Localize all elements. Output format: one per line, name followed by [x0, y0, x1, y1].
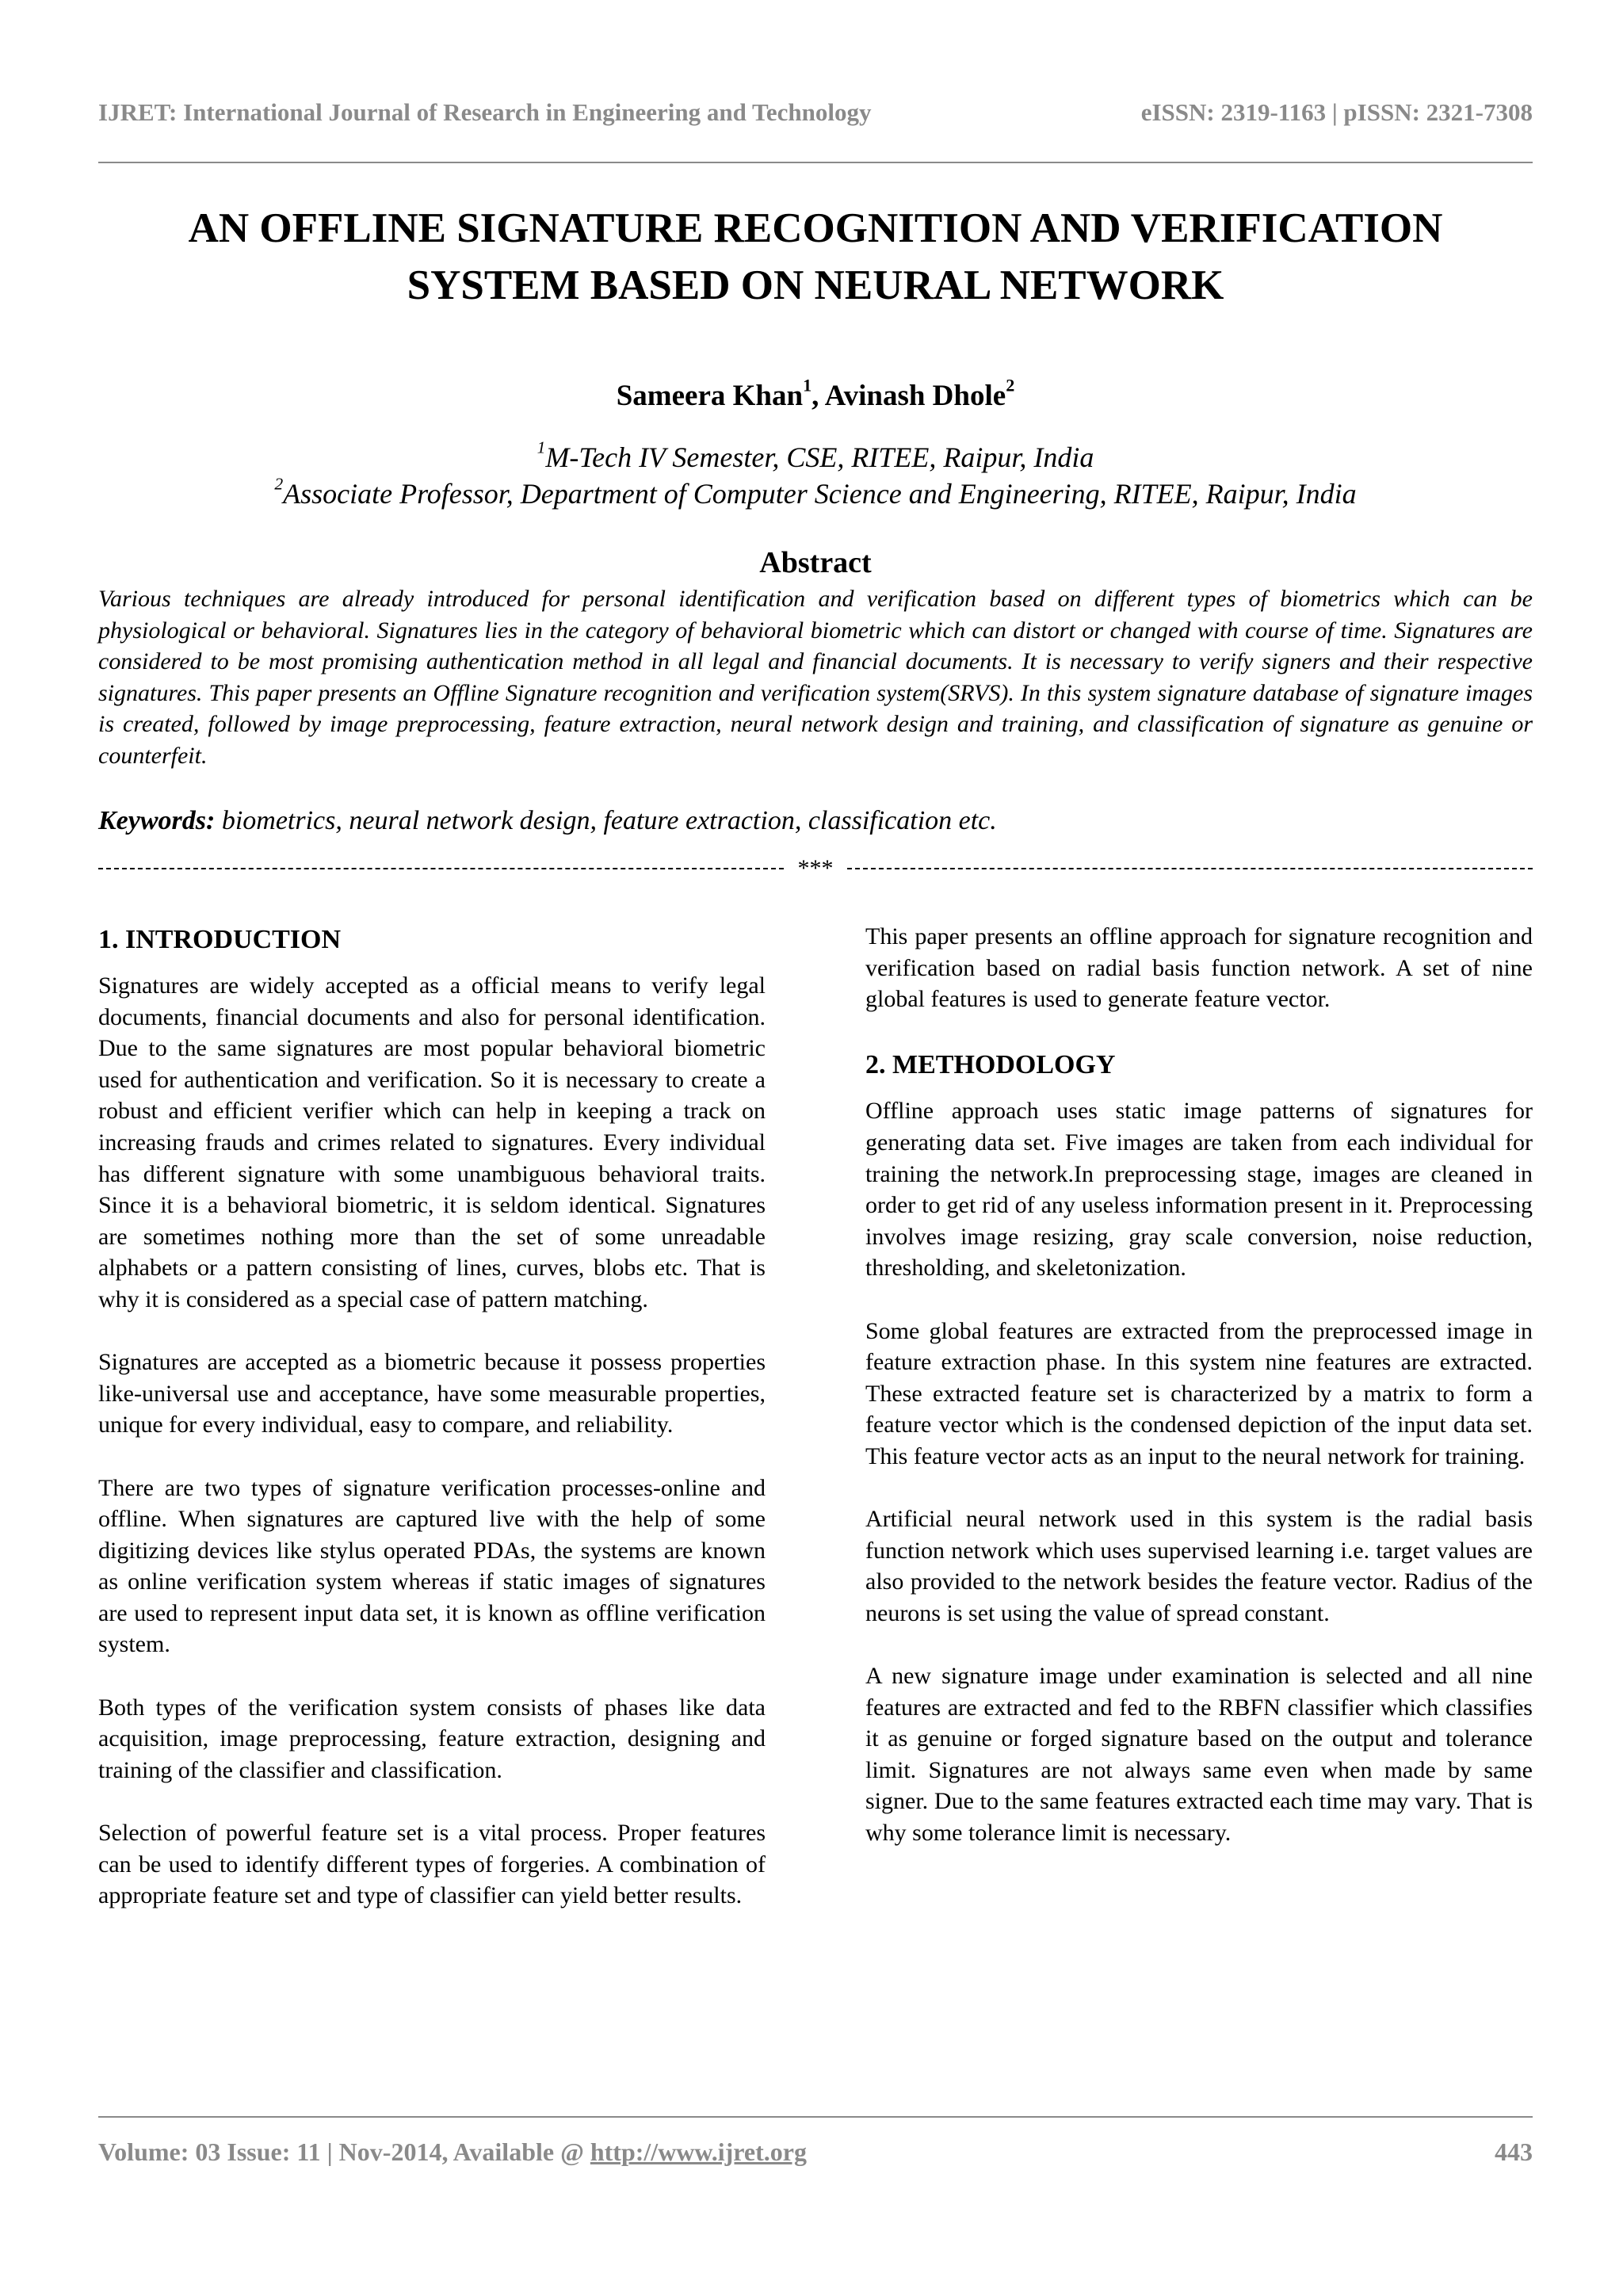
paragraph: There are two types of signature verification processes-online and offline. When signatures are captured live with the help of some digitizing devices like stylus operated PDAs, the systems are known as online verification system whereas if static images of signatures are used to represent input data set, it is known as offline verification system.	[98, 1474, 766, 1658]
footer-volume-info	[98, 2135, 807, 2168]
paragraph: Signatures are widely accepted as a official means to verify legal documents, financial documents and also for personal identification. Due to the same signatures are most popular behavioral biometric used for authentication and verification. So it is necessary to create a robust and efficient verifier which can help in keeping a track on increasing frauds and crimes related to signatures. Every individual has different signature with some unambiguous behavioral traits. Since it is a behavioral biometric, it is seldom identical. Signatures are sometimes nothing more than the set of some unreadable alphabets or a pattern consisting of lines, curves, blobs etc. That is why it is considered as a special case of pattern matching.	[98, 972, 766, 1312]
separator-stars: ***	[797, 855, 834, 881]
paragraph: Both types of the verification system consists of phases like data acquisition, image preprocessing, feature extraction, designing and training of the classifier and classification.	[98, 1694, 766, 1783]
abstract-text: Various techniques are already introduced for personal identification and verification based on different types of biometrics which can be physiological or behavioral. Signatures lies in the category of behavioral biometric which can distort or changed with course of time. Signatures are considered to be most promising authentication method in all legal and financial documents. It is necessary to verify signers and their respective signatures. This paper presents an Offline Signature recognition and verification system(SRVS). In this system signature database of signature images is created, followed by image preprocessing, feature extraction, neural network design and training, and classification of signature as genuine or counterfeit.	[98, 586, 1533, 769]
author-list	[98, 377, 1533, 415]
paragraph: This paper presents an offline approach for signature recognition and verification based on radial basis function network. A set of nine global features is used to generate feature vector.	[865, 923, 1533, 1013]
journal-website-link[interactable]: http://www.ijret.org	[590, 2137, 807, 2166]
separator-dash-left	[98, 868, 784, 869]
journal-name: IJRET: International Journal of Research in Engineering and Technology	[98, 98, 872, 126]
affiliation-1	[98, 439, 1533, 476]
separator-dash-right	[847, 868, 1533, 869]
page-number: 443	[1495, 2137, 1533, 2166]
affiliation-mark: 2	[274, 474, 284, 494]
section-separator	[98, 853, 1533, 884]
paper-title	[98, 200, 1533, 314]
author-affiliation-mark: 1	[803, 375, 812, 395]
title-line-2: SYSTEM BASED ON NEURAL NETWORK	[407, 262, 1224, 308]
footer-volume-text: Volume: 03 Issue: 11 | Nov-2014, Available @	[98, 2137, 590, 2166]
keywords-text: biometrics, neural network design, feature extraction, classification etc.	[215, 806, 997, 835]
author-name: Sameera Khan	[616, 380, 804, 412]
title-line-1: AN OFFLINE SIGNATURE RECOGNITION AND VERIFICATION	[188, 205, 1443, 251]
author-name: Avinash Dhole	[824, 380, 1006, 412]
author-separator: ,	[812, 380, 825, 412]
methodology-heading: 2. METHODOLOGY	[865, 1050, 1116, 1080]
author-affiliation-mark: 2	[1006, 375, 1015, 395]
affiliation-mark: 1	[537, 437, 546, 457]
right-column	[865, 921, 1533, 1880]
affiliation-text: Associate Professor, Department of Computer Science and Engineering, RITEE, Raipur, India	[283, 478, 1357, 510]
footer-rule	[98, 2116, 1533, 2118]
issn-info: eISSN: 2319-1163 | pISSN: 2321-7308	[1140, 98, 1533, 126]
abstract-heading: Abstract	[759, 546, 872, 579]
keywords-line	[98, 804, 1533, 839]
paragraph: Artificial neural network used in this system is the radial basis function network which uses supervised learning i.e. target values are also provided to the network besides the feature vector. Radius of the neurons is set using the value of spread constant.	[865, 1506, 1533, 1626]
affiliation-text: M-Tech IV Semester, CSE, RITEE, Raipur, India	[545, 441, 1094, 473]
affiliation-2	[98, 476, 1533, 512]
paragraph: Signatures are accepted as a biometric because it possess properties like-universal use and acceptance, have some measurable properties, unique for every individual, easy to compare, and reliability.	[98, 1349, 766, 1438]
introduction-heading: 1. INTRODUCTION	[98, 925, 342, 954]
keywords-label: Keywords:	[98, 806, 216, 835]
paragraph: Some global features are extracted from the preprocessed image in feature extraction phase. In this system nine features are extracted. These extracted feature set is characterized by a matrix to form a feature vector which is the condensed depiction of the input data set. This feature vector acts as an input to the neural network for training.	[865, 1317, 1533, 1469]
header-rule	[98, 162, 1533, 163]
left-column	[98, 921, 766, 1943]
paragraph: Offline approach uses static image patterns of signatures for generating data set. Five images are taken from each individual for training the network.In preprocessing stage, images are cleaned in order to get rid of any useless information present in it. Preprocessing involves image resizing, gray scale conversion, noise reduction, thresholding, and skeletonization.	[865, 1098, 1533, 1282]
paragraph: A new signature image under examination is selected and all nine features are extracted and fed to the RBFN classifier which classifies it as genuine or forged signature based on the output and tolerance limit. Signatures are not always same even when made by same signer. Due to the same features extracted each time may vary. That is why some tolerance limit is necessary.	[865, 1663, 1533, 1847]
paragraph: Selection of powerful feature set is a vital process. Proper features can be used to identify different types of forgeries. A combination of appropriate feature set and type of classifier can yield better results.	[98, 1820, 766, 1909]
